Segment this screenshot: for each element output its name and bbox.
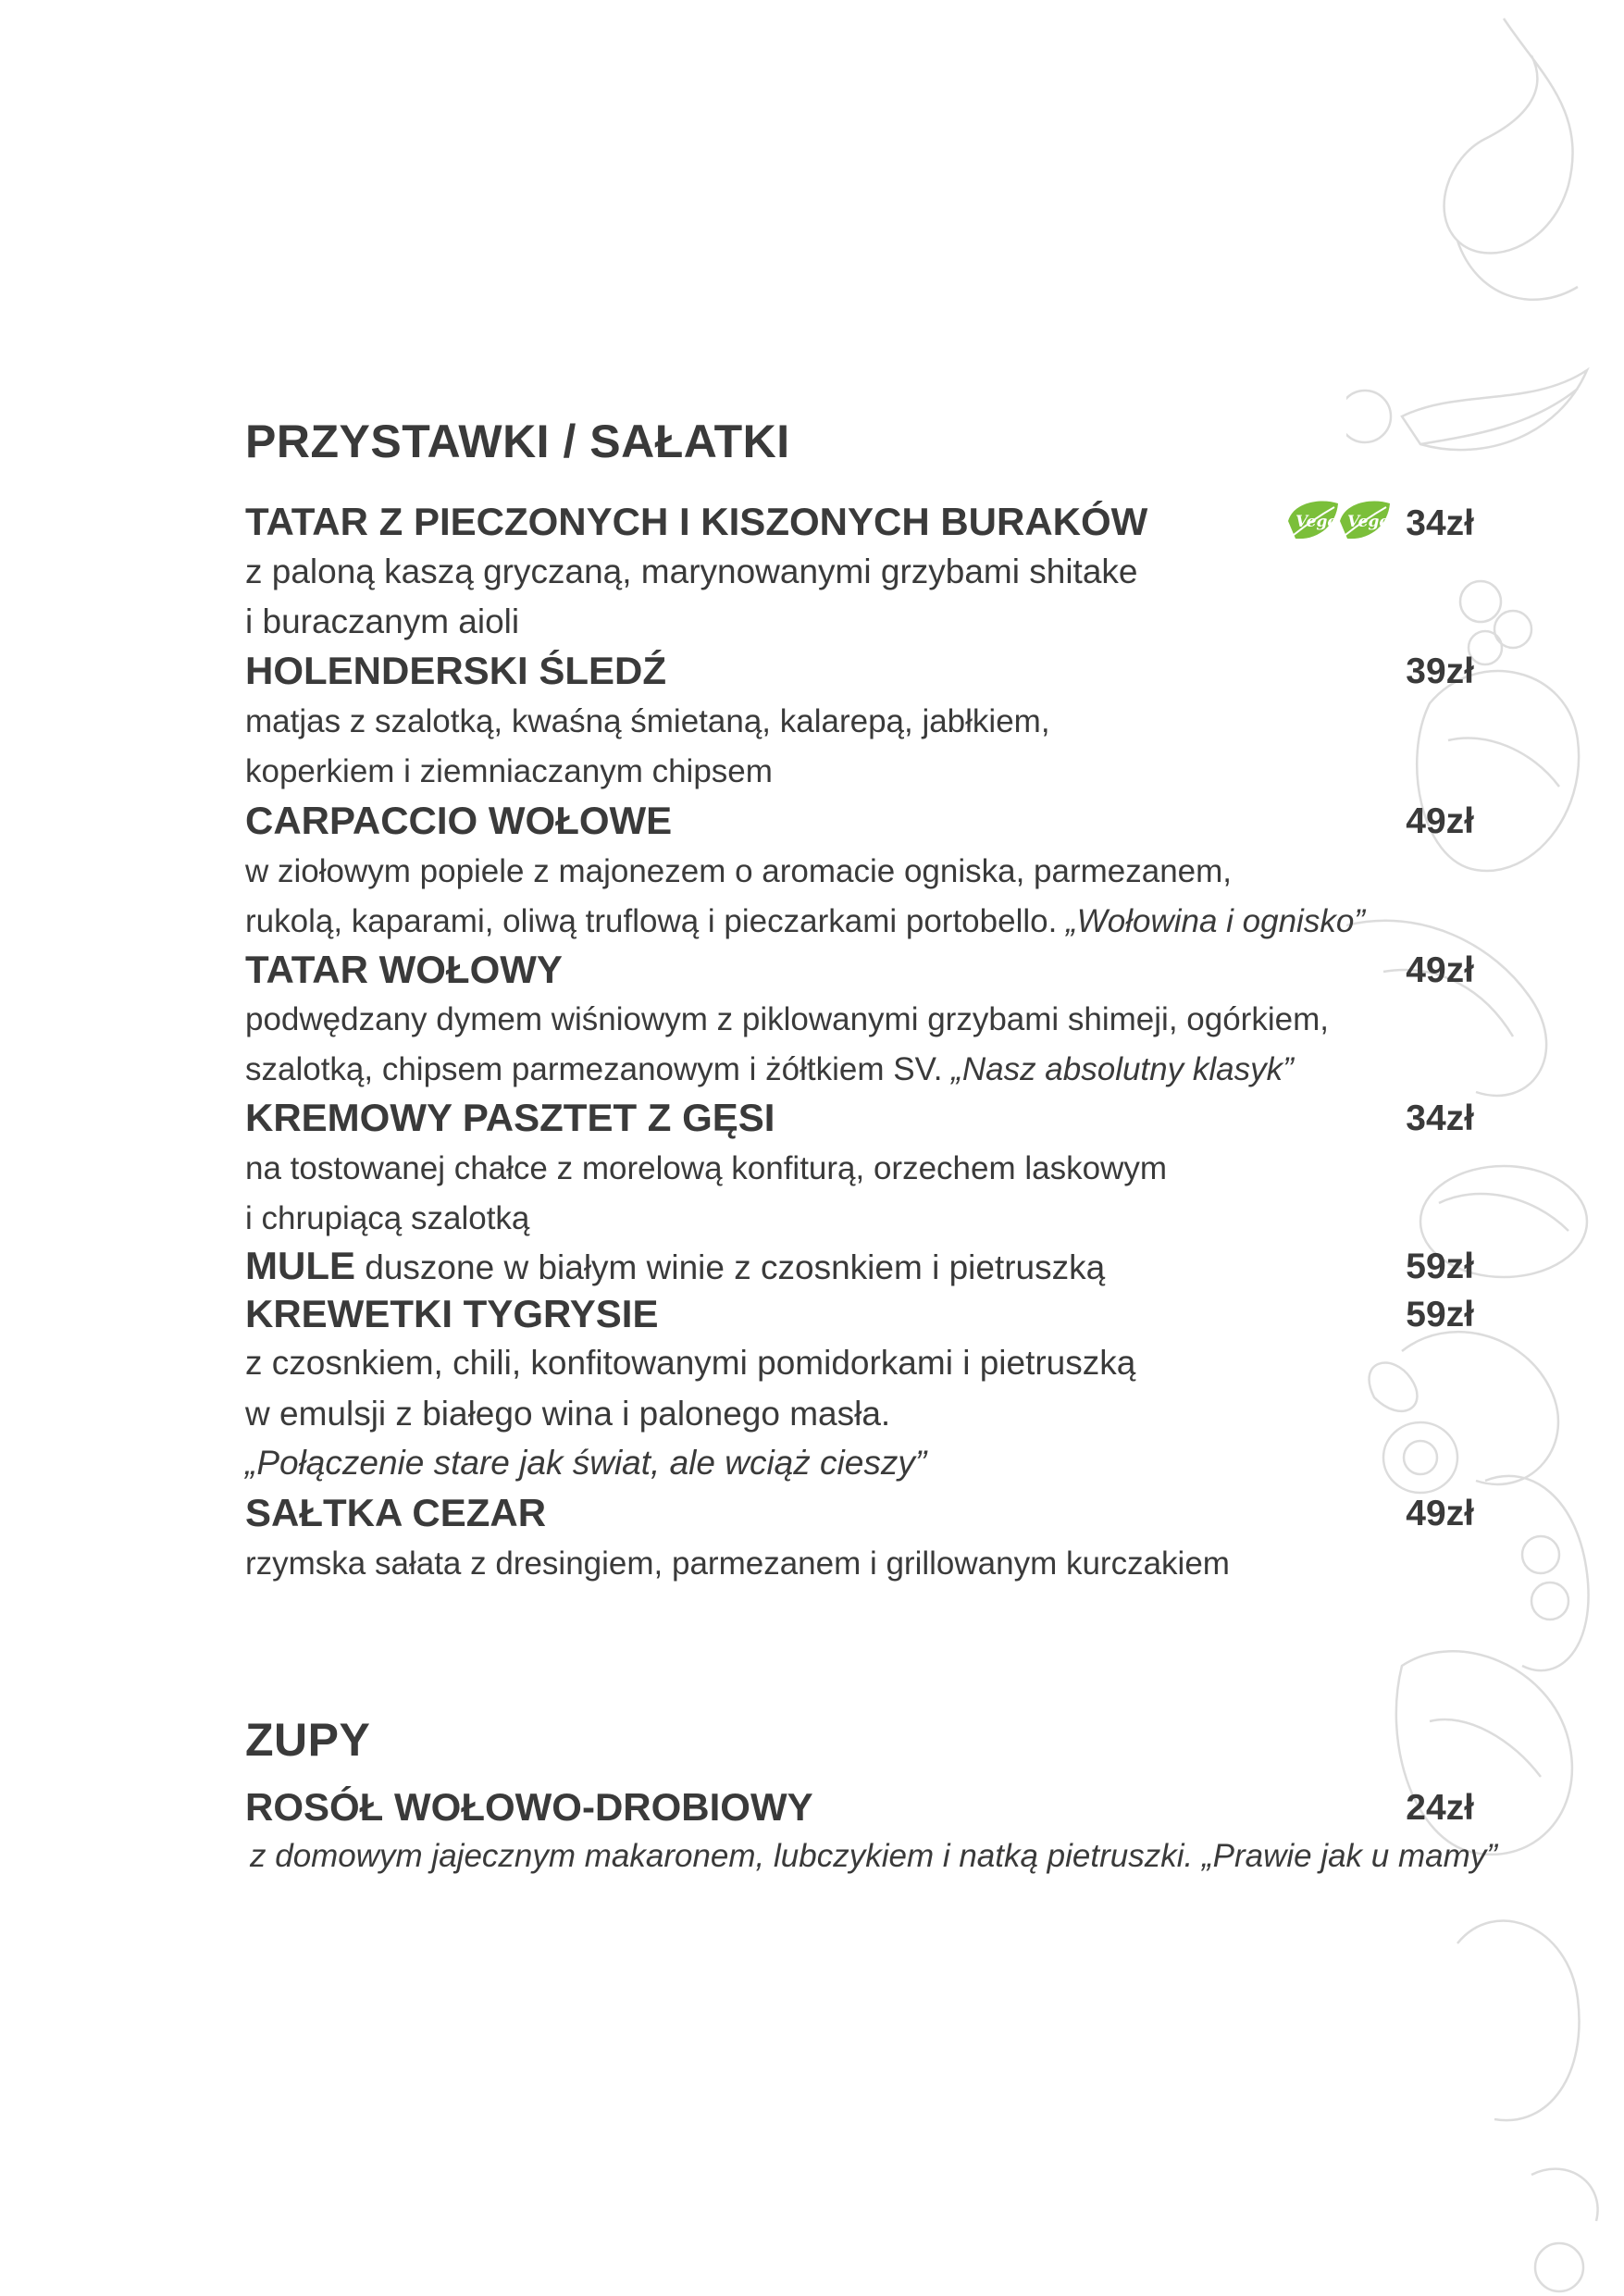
menu-item-name: KREWETKI TYGRYSIE — [245, 1292, 659, 1335]
menu-item-name: ROSÓŁ WOŁOWO-DROBIOWY — [245, 1785, 813, 1829]
menu-item-price: 49zł — [1406, 1494, 1474, 1533]
menu-item-quote: „Nasz absolutny klasyk” — [951, 1051, 1294, 1087]
menu-item-title: MULE — [245, 1244, 355, 1287]
menu-item-price: 34zł — [1406, 503, 1474, 543]
menu-item-quote: „Połączenie stare jak świat, ale wciąż cieszy” — [245, 1444, 927, 1482]
menu-item-price: 59zł — [1406, 1247, 1474, 1286]
menu-item-description: na tostowanej chałce z morelową konfiturą, orzechem laskowym — [245, 1150, 1167, 1186]
menu-item-name: CARPACCIO WOŁOWE — [245, 799, 673, 842]
menu-item-name: TATAR WOŁOWY — [245, 948, 563, 991]
menu-item-price: 59zł — [1406, 1295, 1474, 1334]
menu-item-price: 34zł — [1406, 1098, 1474, 1138]
menu-item-description: z czosnkiem, chili, konfitowanymi pomidorkami i pietruszką — [245, 1344, 1136, 1382]
menu-item-quote: „Wołowina i ognisko” — [1066, 903, 1365, 939]
vege-badge-label: Vege — [1295, 513, 1338, 531]
description-text: szalotką, chipsem parmezanowym i żółtkiem SV. — [245, 1051, 952, 1087]
menu-item-description — [245, 903, 1365, 940]
menu-item-description: matjas z szalotką, kwaśną śmietaną, kalarepą, jabłkiem, — [245, 703, 1050, 739]
menu-item-description: z paloną kaszą gryczaną, marynowanymi grzybami shitake — [245, 552, 1138, 590]
menu-item-description: i buraczanym aioli — [245, 602, 520, 640]
vege-leaf-icon — [1284, 498, 1342, 544]
menu-item-description: i chrupiącą szalotką — [245, 1200, 530, 1236]
menu-item-name: SAŁTKA CEZAR — [245, 1491, 547, 1534]
menu-item-price: 39zł — [1406, 652, 1474, 691]
menu-item-price: 24zł — [1406, 1788, 1474, 1828]
menu-item-name — [245, 1244, 1105, 1288]
vege-leaf-icon — [1336, 498, 1394, 544]
vege-badge-label: Vege — [1347, 513, 1390, 531]
menu-item-description: koperkiem i ziemniaczanym chipsem — [245, 753, 773, 789]
menu-item-description: duszone w białym winie z czosnkiem i pietruszką — [355, 1248, 1106, 1286]
section-title-appetizers: PRZYSTAWKI / SAŁATKI — [245, 416, 790, 467]
menu-item-price: 49zł — [1406, 950, 1474, 990]
menu-item-description: rzymska sałata z dresingiem, parmezanem i grillowanym kurczakiem — [245, 1545, 1230, 1582]
description-text: rukolą, kaparami, oliwą truflową i pieczarkami portobello. — [245, 903, 1067, 939]
menu-item-name: TATAR Z PIECZONYCH I KISZONYCH BURAKÓW — [245, 500, 1148, 543]
section-title-soups: ZUPY — [245, 1714, 371, 1766]
menu-item-description: w ziołowym popiele z majonezem o aromacie ogniska, parmezanem, — [245, 853, 1233, 889]
menu-item-description: w emulsji z białego wina i palonego masła. — [245, 1395, 891, 1433]
menu-item-description: podwędzany dymem wiśniowym z piklowanymi grzybami shimeji, ogórkiem, — [245, 1001, 1329, 1037]
menu-item-price: 49zł — [1406, 801, 1474, 841]
menu-item-description: z domowym jajecznym makaronem, lubczykiem i natką pietruszki. „Prawie jak u mamy” — [250, 1838, 1497, 1874]
menu-item-name: HOLENDERSKI ŚLEDŹ — [245, 649, 667, 692]
vegetable-sketch-illustration — [1346, 0, 1624, 2296]
menu-item-description — [245, 1051, 1294, 1088]
menu-item-name: KREMOWY PASZTET Z GĘSI — [245, 1096, 775, 1139]
